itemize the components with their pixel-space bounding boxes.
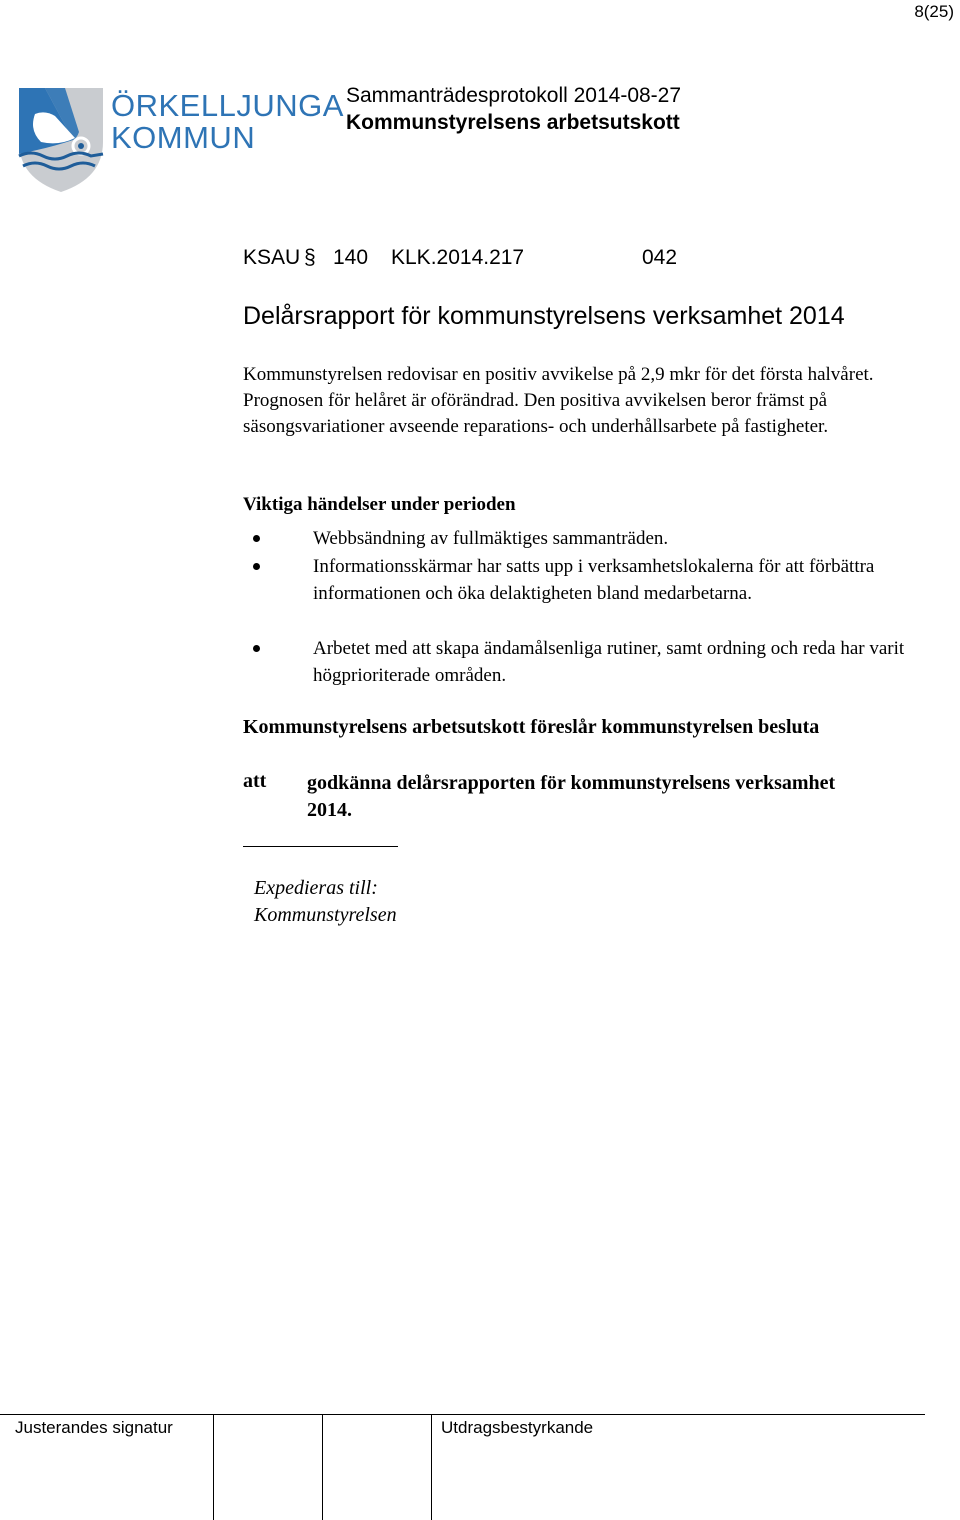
bell-on-waves-emblem-icon	[15, 80, 107, 195]
case-ref: KSAU	[243, 246, 301, 269]
bullet-icon	[253, 563, 260, 570]
footer-divider	[0, 1414, 925, 1415]
decision-att: att	[243, 770, 267, 792]
logo-text-line2: KOMMUN	[111, 120, 256, 155]
list-item-text: Informationsskärmar har satts upp i verksamhetslokalerna för att förbättra informationen och öka delaktigheten bland medarbetarna.	[313, 556, 875, 604]
committee-name: Kommunstyrelsens arbetsutskott	[346, 111, 680, 134]
signature-box-divider	[431, 1414, 432, 1520]
bullet-icon	[253, 535, 260, 542]
bullet-icon	[253, 645, 260, 652]
events-heading: Viktiga händelser under perioden	[243, 494, 516, 515]
signature-box-divider	[213, 1414, 214, 1520]
signature-box-divider	[322, 1414, 323, 1520]
proposal-heading: Kommunstyrelsens arbetsutskott föreslår kommunstyrelsen besluta	[243, 716, 820, 738]
page-number: 8(25)	[914, 2, 954, 21]
section-sign: §	[304, 246, 316, 269]
logo-text-line1: ÖRKELLJUNGA	[111, 88, 344, 123]
list-item-text: Arbetet med att skapa ändamålsenliga rutiner, samt ordning och reda har varit högprioriterade områden.	[313, 638, 905, 686]
case-code: 042	[642, 246, 678, 269]
municipality-logo	[15, 80, 344, 195]
intro-paragraph: Kommunstyrelsen redovisar en positiv avvikelse på 2,9 mkr för det första halvåret. Prognosen för helåret är oförändrad. Den positiva avvikelsen beror främst på säsongsvariationer avseende reparations- och underhållsarbete på fastigheter.	[243, 364, 874, 437]
divider	[243, 846, 398, 847]
page-title: Delårsrapport för kommunstyrelsens verksamhet 2014	[243, 302, 845, 330]
signature-label: Justerandes signatur	[15, 1418, 173, 1437]
list-item-text: Webbsändning av fullmäktiges sammanträden.	[313, 528, 669, 549]
protocol-title: Sammanträdesprotokoll 2014-08-27	[346, 84, 682, 107]
extract-label: Utdragsbestyrkande	[441, 1418, 594, 1437]
expedite-target: Kommunstyrelsen	[254, 904, 397, 926]
decision-text: godkänna delårsrapporten för kommunstyrelsens verksamhet 2014.	[307, 772, 836, 821]
diary-number: KLK.2014.217	[391, 246, 525, 269]
expedite-label: Expedieras till:	[254, 877, 378, 899]
case-number: 140	[333, 246, 369, 269]
